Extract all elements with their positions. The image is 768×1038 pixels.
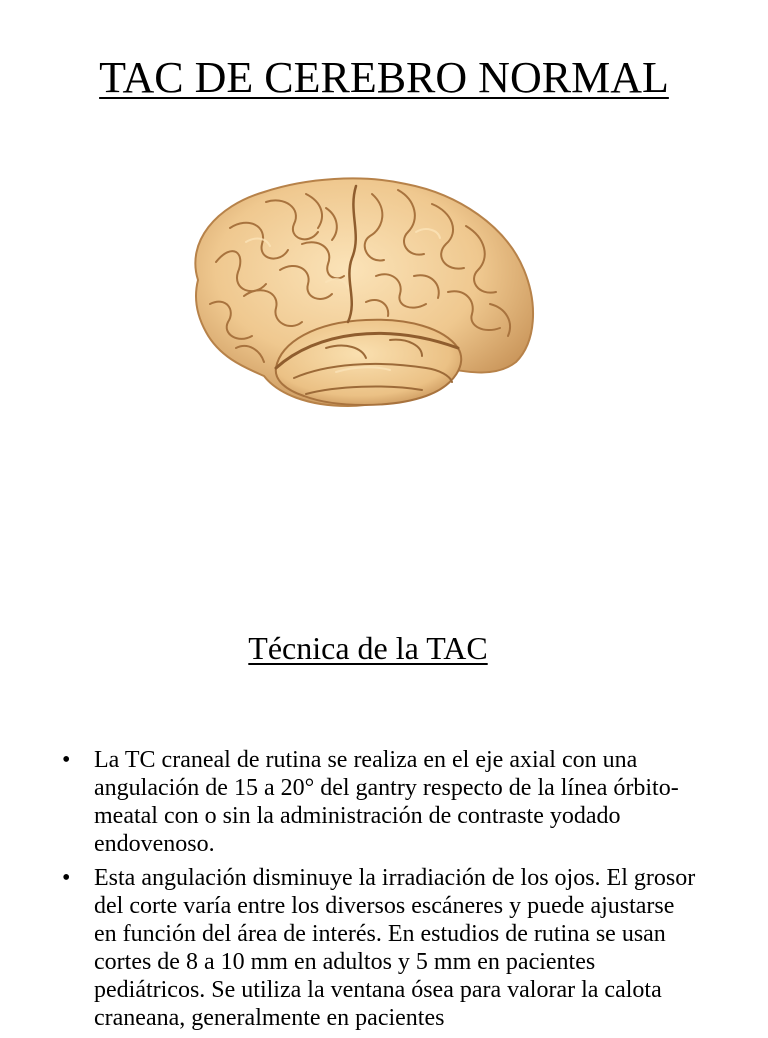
page-title: TAC DE CEREBRO NORMAL — [99, 53, 669, 102]
bullet-text: La TC craneal de rutina se realiza en el eje axial con una angulación de 15 a 20° del gantry respecto de la línea órbito-meatal con o sin la administración de contraste yodado endovenoso. — [94, 747, 679, 857]
bullet-marker: • — [62, 865, 71, 891]
brain-illustration — [176, 172, 540, 412]
list-item — [62, 864, 702, 1032]
bullet-list — [62, 746, 702, 1038]
section-title: Técnica de la TAC — [248, 630, 488, 666]
bullet-text: Esta angulación disminuye la irradiación de los ojos. El grosor del corte varía entre los diversos escáneres y puede ajustarse en función del área de interés. En estudios de rutina se usan cortes de 8 a 10 mm en adultos y 5 mm en pacientes pediátricos. Se utiliza la ventana ósea para valorar la calota craneana, generalmente en pacientes — [94, 865, 696, 1031]
bullet-marker: • — [62, 747, 71, 773]
list-item — [62, 746, 702, 858]
